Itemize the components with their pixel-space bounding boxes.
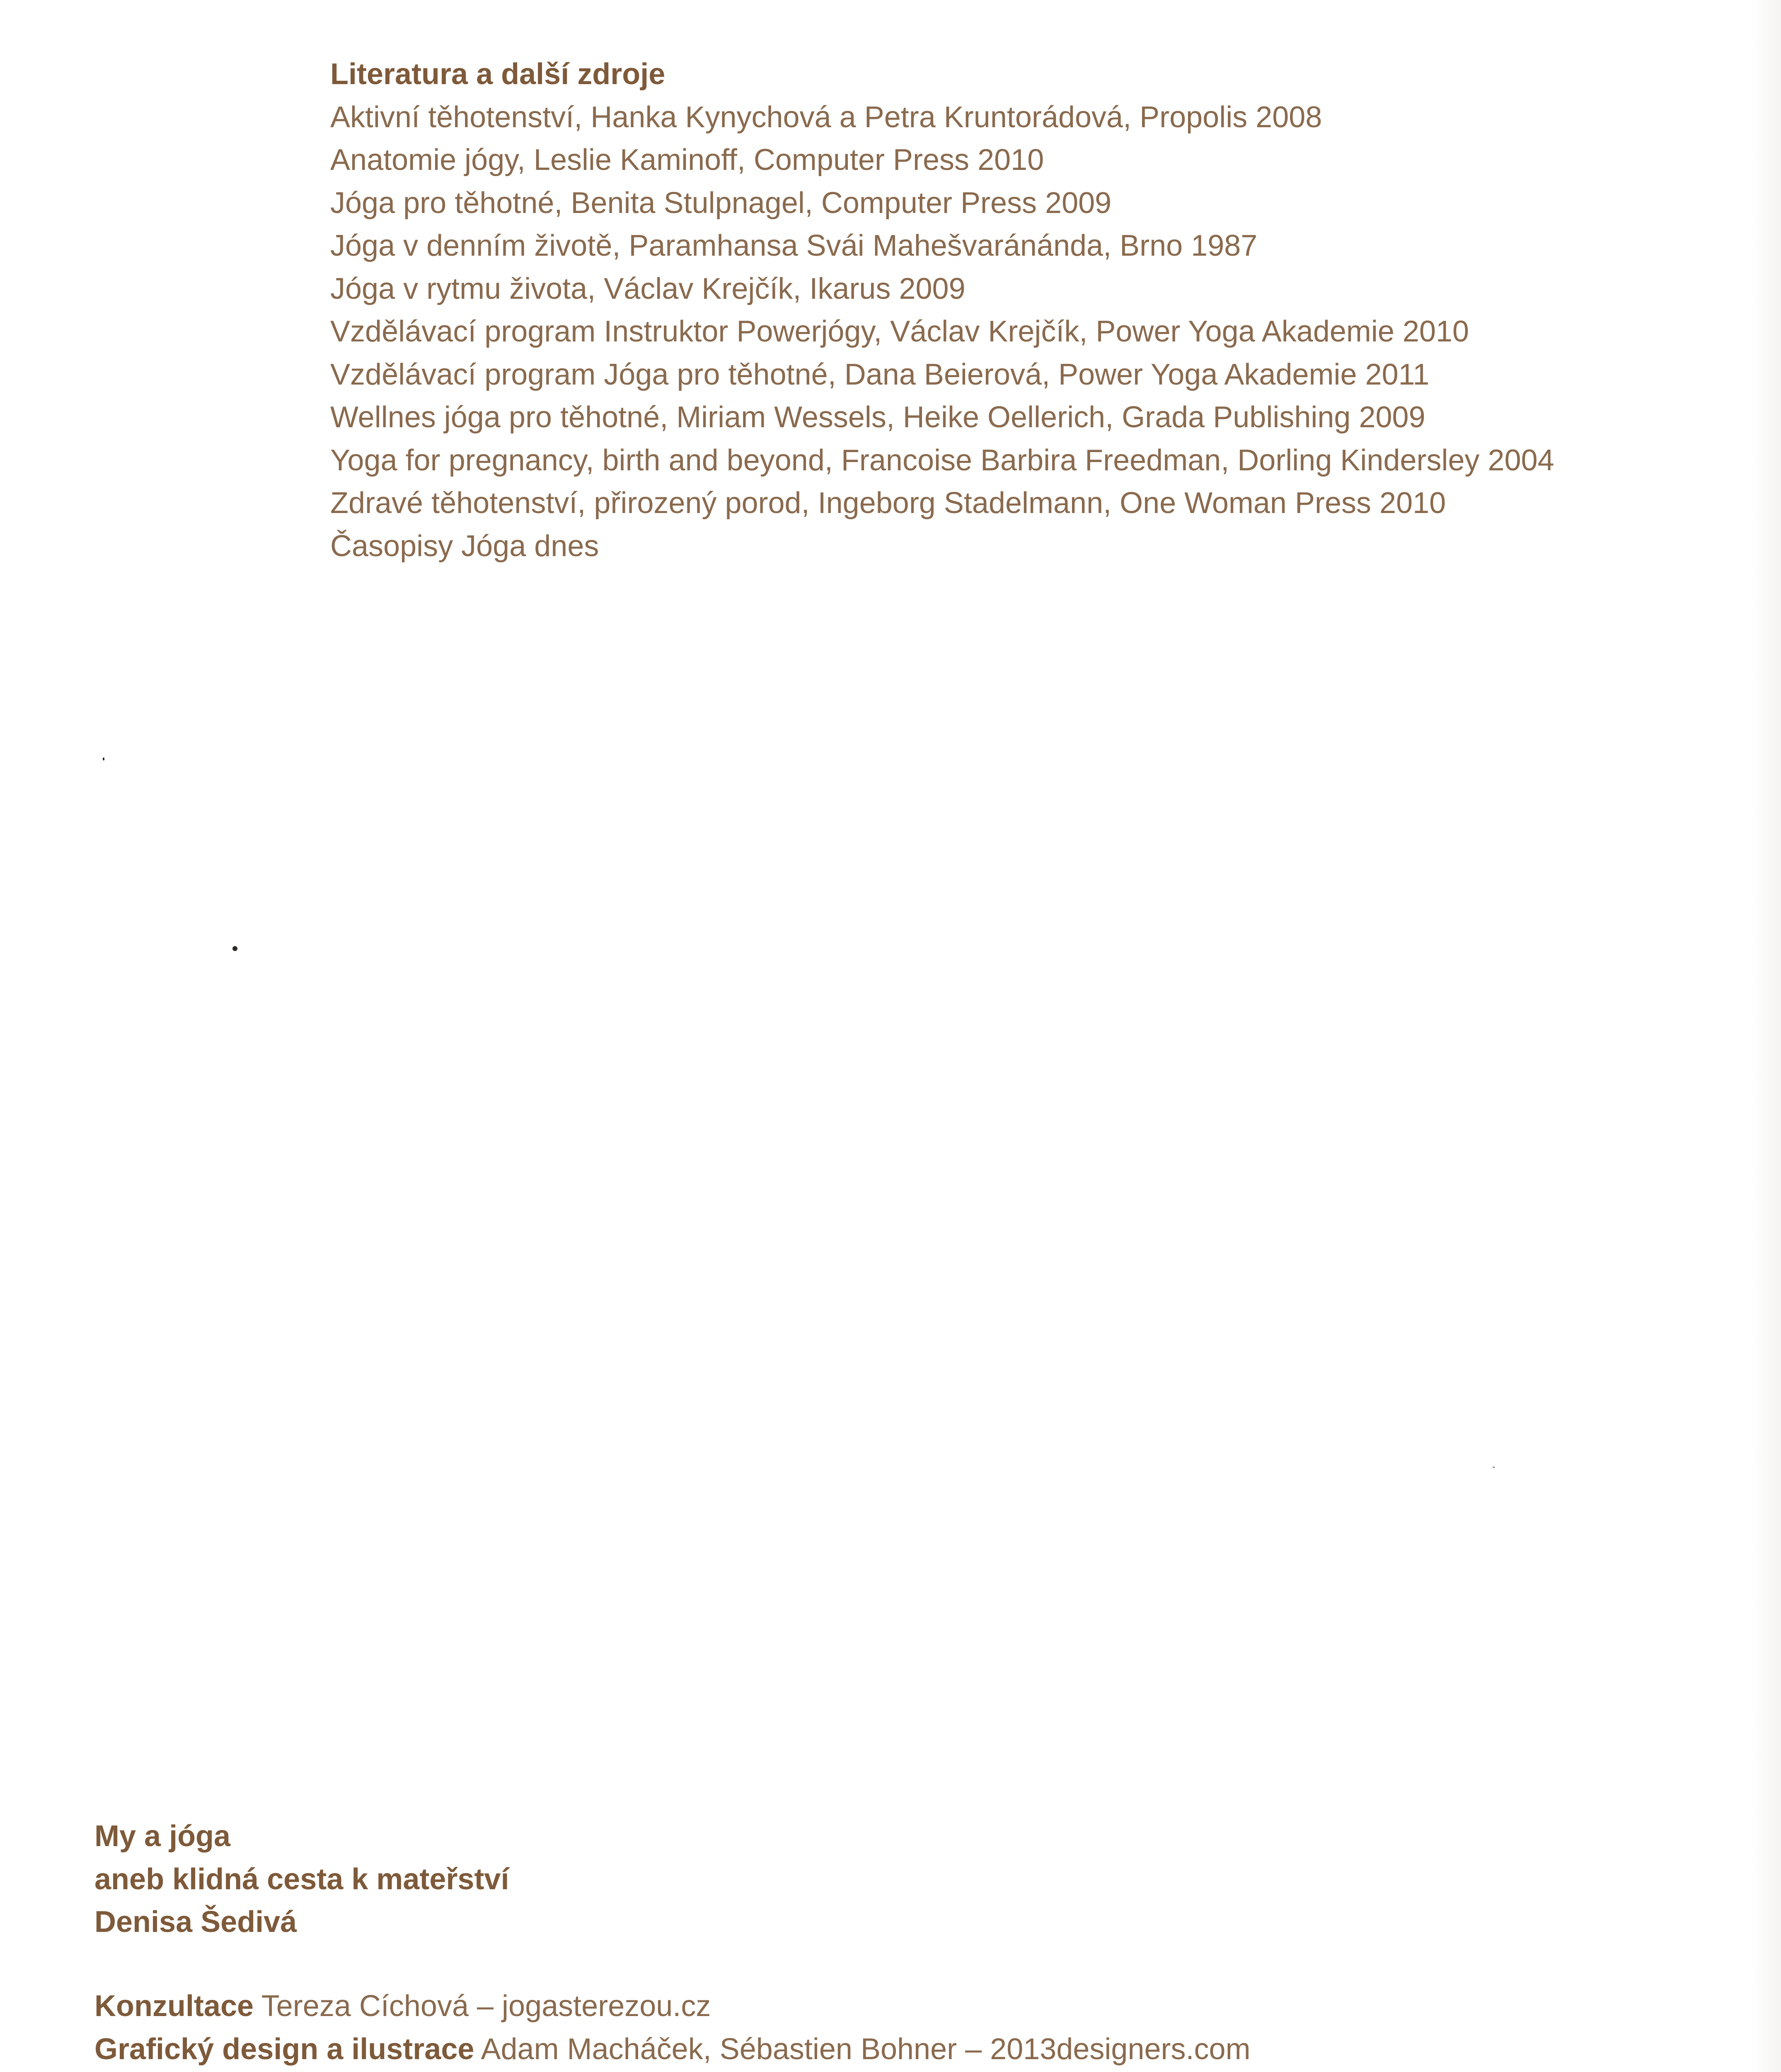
credit-value: Adam Macháček, Sébastien Bohner – 2013designers.com xyxy=(481,2032,1251,2066)
credit-role: Konzultace xyxy=(94,1990,254,2023)
credit-value: Tereza Cíchová – jogasterezou.cz xyxy=(261,1990,711,2023)
bibliography-item: Zdravé těhotenství, přirozený porod, Ingeborg Stadelmann, One Woman Press 2010 xyxy=(330,487,1446,520)
bibliography-item: Časopisy Jóga dnes xyxy=(330,529,599,563)
credit-role: Grafický design a ilustrace xyxy=(94,2032,474,2066)
scan-speck xyxy=(1493,1467,1495,1468)
bibliography-item: Vzdělávací program Instruktor Powerjógy, Václav Krejčík, Power Yoga Akademie 2010 xyxy=(330,315,1469,348)
bibliography-item: Jóga v denním životě, Paramhansa Svái Mahešvaránánda, Brno 1987 xyxy=(330,229,1258,262)
bibliography-item: Yoga for pregnancy, birth and beyond, Francoise Barbira Freedman, Dorling Kindersley 2004 xyxy=(330,443,1554,477)
bibliography-item: Jóga pro těhotné, Benita Stulpnagel, Computer Press 2009 xyxy=(330,186,1112,220)
book-title-block xyxy=(94,1815,1586,1944)
scan-speck xyxy=(103,758,104,760)
credits-list xyxy=(94,1985,1251,2072)
bibliography-list xyxy=(330,96,1698,568)
book-author: Denisa Šedivá xyxy=(94,1905,297,1939)
bibliography-item: Vzdělávací program Jóga pro těhotné, Dana Beierová, Power Yoga Akademie 2011 xyxy=(330,358,1430,391)
bibliography-item: Jóga v rytmu života, Václav Krejčík, Ikarus 2009 xyxy=(330,272,966,305)
book-subtitle: aneb klidná cesta k mateřství xyxy=(94,1862,509,1896)
bibliography-heading: Literatura a další zdroje xyxy=(330,58,665,91)
bibliography-item: Aktivní těhotenství, Hanka Kynychová a Petra Kruntorádová, Propolis 2008 xyxy=(330,100,1322,134)
credit-row-graficky-design xyxy=(94,2028,1251,2071)
credit-row-konzultace xyxy=(94,1985,1251,2028)
scan-edge-shadow xyxy=(1752,0,1781,2072)
scan-speck xyxy=(232,946,237,951)
bibliography-section xyxy=(330,53,1698,568)
bibliography-item: Wellnes jóga pro těhotné, Miriam Wessels, Heike Oellerich, Grada Publishing 2009 xyxy=(330,401,1425,434)
book-title: My a jóga xyxy=(94,1820,231,1853)
bibliography-item: Anatomie jógy, Leslie Kaminoff, Computer Press 2010 xyxy=(330,143,1044,177)
colophon-section xyxy=(94,1815,1586,2066)
